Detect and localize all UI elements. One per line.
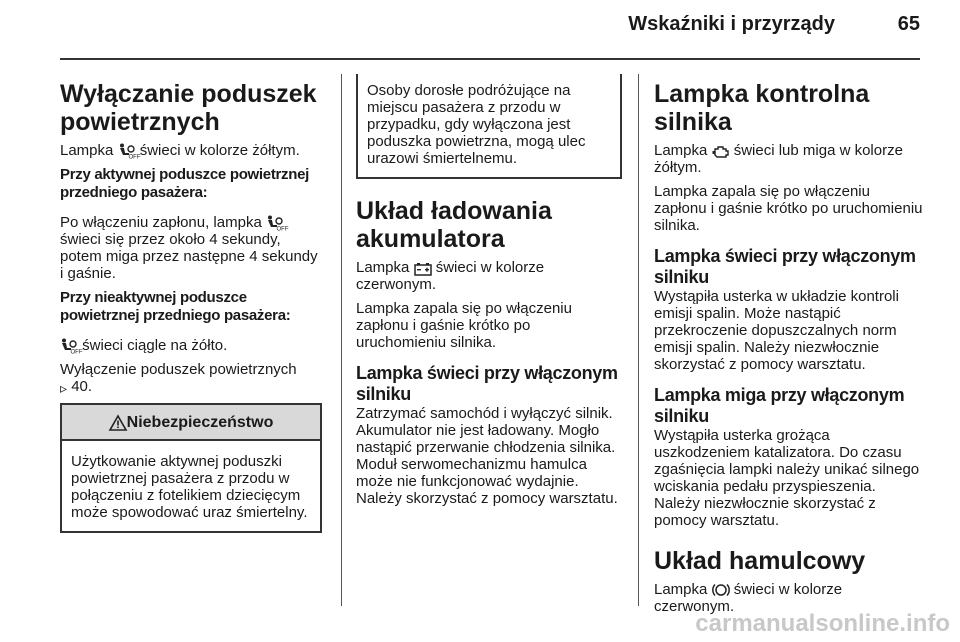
header-rule xyxy=(60,58,920,60)
svg-text:OFF: OFF xyxy=(70,349,83,356)
column-engine xyxy=(654,80,924,622)
airbag-off-icon xyxy=(266,215,289,233)
column-divider xyxy=(638,74,639,606)
subheading: Lampka świeci przy włączonym silniku xyxy=(654,246,916,287)
warning-text: Osoby dorosłe podróżujące na miejscu pasażera z przodu w przypadku, gdy wyłączona jest poduszka powietrzna, mogą ulec urazowi śmiertelnemu. xyxy=(367,82,586,167)
paragraph: Lampka świeci w kolorze czerwonym. xyxy=(356,259,545,293)
paragraph: Po włączeniu zapłonu, lampka OFF świeci się przez około 4 sekundy, potem miga przez następne 4 sekundy i gaśnie. xyxy=(60,214,318,282)
paragraph: Lampka OFF świeci w kolorze żółtym. xyxy=(60,142,300,161)
warning-header xyxy=(62,403,320,441)
svg-text:OFF: OFF xyxy=(128,154,141,161)
subheading: Lampka świeci przy włączonym silniku xyxy=(356,363,618,404)
paragraph: Lampka świeci lub miga w kolorze żółtym. xyxy=(654,142,903,176)
section-title: Układ hamulcowy xyxy=(654,547,866,575)
paragraph: Wystąpiła usterka grożąca uszkodzeniem katalizatora. Do czasu zgaśnięcia lampki należy unikać silnego wciskania pedału przyspieszenia. Należy niezwłocznie skorzystać z pomocy warsztatu. xyxy=(654,427,920,529)
battery-icon xyxy=(414,262,432,276)
warning-box xyxy=(60,403,322,533)
section-title: Lampka kontrolna silnika xyxy=(654,80,870,136)
paragraph: Zatrzymać samochód i wyłączyć silnik. Akumulator nie jest ładowany. Mogło nastąpić przerwanie chłodzenia silnika. Moduł serwomechanizmu hamulca może nie funkcjonować wydajnie. Należy skorzystać z pomocy warsztatu. xyxy=(356,405,618,507)
paragraph: OFF świeci ciągle na żółto. xyxy=(60,337,322,354)
airbag-off-icon xyxy=(118,143,141,161)
paragraph: Lampka świeci w kolorze czerwonym. xyxy=(654,581,843,615)
watermark: carmanualsonline.info xyxy=(695,610,950,637)
page-reference-link[interactable]: 40. xyxy=(71,378,93,395)
column-airbag xyxy=(60,80,322,533)
header-title: Wskaźniki i przyrządy xyxy=(628,13,835,35)
paragraph: Wystąpiła usterka w układzie kontroli emisji spalin. Może nastąpić przekroczenie dopuszczalnych norm emisji spalin. Należy niezwłocznie skorzystać z pomocy warsztatu. xyxy=(654,288,899,373)
section-title: Wyłączanie poduszek powietrznych xyxy=(60,80,317,136)
column-charging xyxy=(356,80,622,514)
warning-title: Niebezpieczeństwo xyxy=(126,414,274,431)
engine-check-icon xyxy=(712,145,730,159)
svg-text:OFF: OFF xyxy=(276,226,289,233)
subheading: Przy nieaktywnej poduszce powietrznej przedniego pasażera: xyxy=(60,289,291,324)
airbag-off-icon xyxy=(60,338,83,356)
warning-body xyxy=(62,441,320,531)
page-reference-icon: ▹ xyxy=(60,380,68,396)
subheading: Lampka miga przy włączonym silniku xyxy=(654,385,905,426)
subheading: Przy aktywnej poduszce powietrznej przedniego pasażera: xyxy=(60,166,310,201)
page-number: 65 xyxy=(897,13,920,35)
warning-triangle-icon xyxy=(109,415,127,431)
paragraph: Lampka zapala się po włączeniu zapłonu i gaśnie krótko po uruchomieniu silnika. xyxy=(356,300,572,351)
paragraph: Lampka zapala się po włączeniu zapłonu i gaśnie krótko po uruchomieniu silnika. xyxy=(654,183,923,234)
section-title: Układ ładowania akumulatora xyxy=(356,197,552,253)
paragraph: Wyłączenie poduszek powietrznych ▹ 40. xyxy=(60,361,297,396)
column-divider xyxy=(341,74,342,606)
warning-text: Użytkowanie aktywnej poduszki powietrznej pasażera z przodu w połączeniu z fotelikiem dziecięcym może spowodować uraz śmiertelny. xyxy=(71,453,308,521)
warning-box-continued xyxy=(356,74,622,179)
brake-warning-icon xyxy=(712,582,730,598)
